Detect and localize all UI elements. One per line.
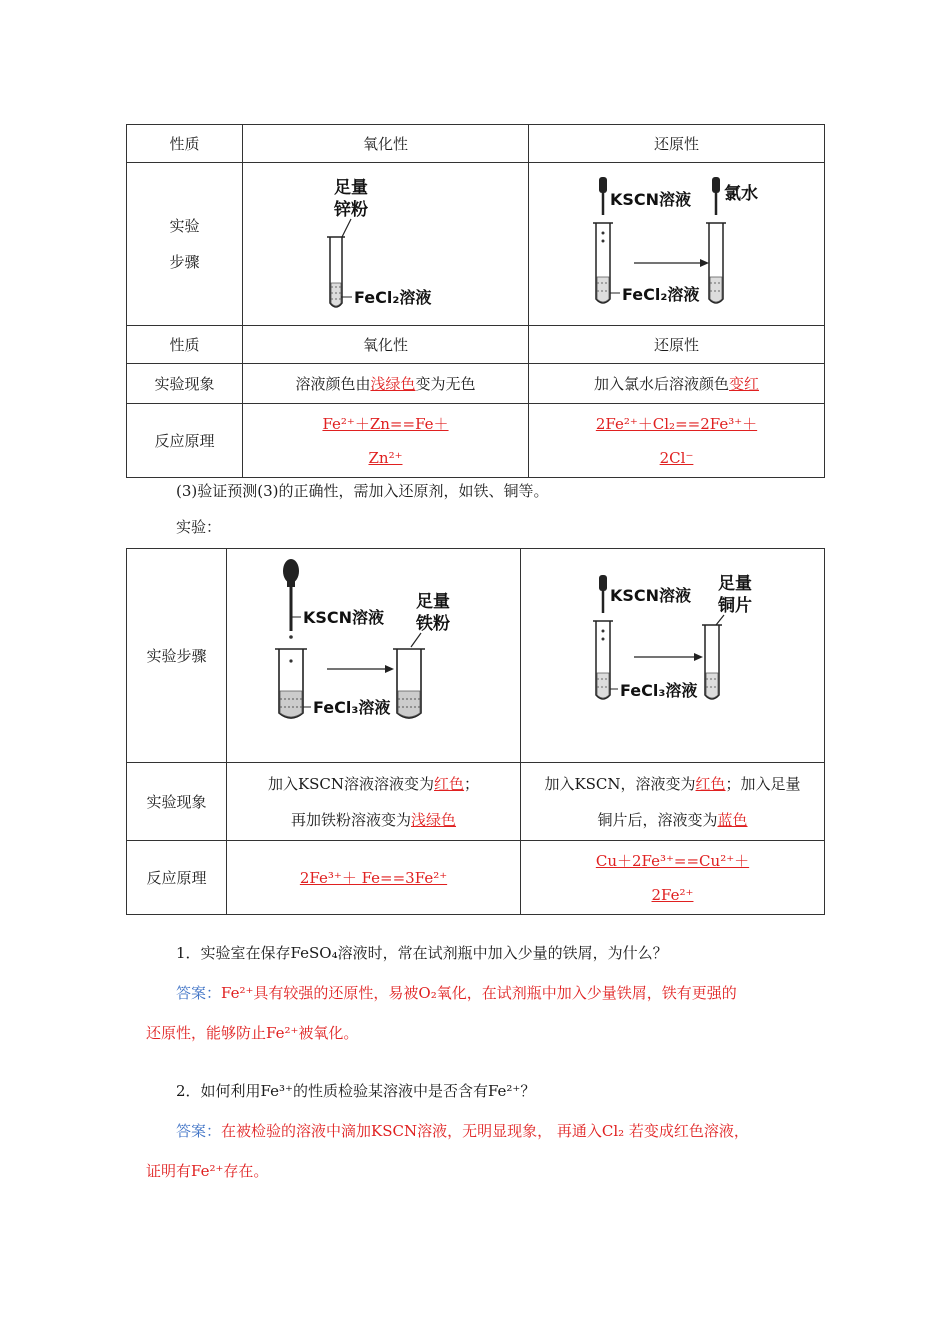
header-reducing: 还原性	[529, 125, 825, 163]
fecl2-label: FeCl₂溶液	[353, 288, 431, 307]
steps-label-line2: 步骤	[169, 253, 200, 271]
header-property: 性质	[127, 125, 243, 163]
liquid-left	[280, 691, 302, 717]
kscn-label-3: KSCN溶液	[302, 608, 384, 627]
iron-principle	[227, 841, 521, 915]
kscn-iron-figure	[271, 549, 477, 729]
oxidizing-principle	[243, 404, 529, 478]
answer-blank: 红色	[434, 774, 465, 793]
dropper-bulb-2	[712, 177, 720, 193]
answer-blank: 变红	[729, 374, 760, 393]
copper-label-line2: 铜片	[717, 596, 752, 616]
dropper-bulb	[599, 575, 607, 591]
copper-figure-cell	[521, 549, 825, 763]
answer-label: 答案：	[176, 984, 222, 1002]
equation-line: 2Fe²⁺	[651, 885, 694, 904]
answer-2-continued: 证明有Fe²⁺存在。	[146, 1162, 269, 1180]
iron-figure-cell	[227, 549, 521, 763]
equation-line: Cu＋2Fe³⁺==Cu²⁺＋	[595, 851, 750, 870]
kscn-chlorine-figure	[588, 175, 766, 313]
answer-text: Fe²⁺具有较强的还原性，易被O₂氧化，在试剂瓶中加入少量铁屑，铁有更强的	[221, 984, 737, 1002]
intro-line: (3)验证预测(3)的正确性，需加入还原剂，如铁、铜等。	[176, 482, 549, 500]
liquid-right	[706, 673, 718, 698]
oxidizing-figure-cell	[243, 163, 529, 326]
answer-blank: 红色	[695, 774, 726, 793]
property-table	[126, 124, 825, 478]
question-1: 1．实验室在保存FeSO₄溶液时，常在试剂瓶中加入少量的铁屑，为什么？	[176, 944, 668, 962]
steps-label-2: 实验步骤	[127, 549, 227, 763]
dropper-bulb	[599, 177, 607, 193]
chlorine-water-label: 氯水	[723, 184, 758, 204]
equation-line: Zn²⁺	[368, 448, 403, 467]
reagent-zinc-line2: 锌粉	[333, 200, 368, 220]
reducing-phenomenon: 加入氯水后溶液颜色变红	[529, 364, 825, 404]
experiment-table	[126, 548, 825, 915]
liquid-left	[597, 673, 609, 698]
answer-blank: 浅绿色	[370, 374, 416, 393]
fecl3-label: FeCl₃溶液	[312, 698, 390, 717]
fecl3-label-2: FeCl₃溶液	[619, 681, 697, 700]
reducing-principle	[529, 404, 825, 478]
iron-powder-label-line2: 铁粉	[415, 614, 450, 634]
answer-1	[176, 982, 737, 1003]
fecl2-label-2: FeCl₂溶液	[621, 285, 699, 304]
answer-label: 答案：	[176, 1122, 222, 1140]
header2-property: 性质	[127, 326, 243, 364]
answer-blank: 浅绿色	[411, 810, 457, 829]
intro-experiment: 实验：	[176, 518, 222, 536]
iron-powder-label-line1: 足量	[415, 592, 450, 612]
copper-principle	[521, 841, 825, 915]
equation-line: 2Fe³⁺＋ Fe==3Fe²⁺	[299, 868, 448, 887]
kscn-copper-figure	[588, 573, 758, 709]
steps-label-line1: 实验	[169, 217, 200, 235]
answer-1-continued: 还原性，能够防止Fe²⁺被氧化。	[146, 1024, 359, 1042]
kscn-label: KSCN溶液	[609, 190, 691, 209]
reducing-figure-cell	[529, 163, 825, 326]
copper-phenomenon: 加入KSCN，溶液变为红色；加入足量 铜片后，溶液变为蓝色	[521, 763, 825, 841]
copper-label-line1: 足量	[717, 574, 752, 594]
phenomenon-label: 实验现象	[127, 364, 243, 404]
answer-text: 在被检验的溶液中滴加KSCN溶液，无明显现象， 再通入Cl₂ 若变成红色溶液，	[221, 1122, 749, 1140]
reagent-zinc-line1: 足量	[333, 178, 368, 198]
iron-phenomenon: 加入KSCN溶液溶液变为红色； 再加铁粉溶液变为浅绿色	[227, 763, 521, 841]
kscn-label-4: KSCN溶液	[609, 586, 691, 605]
oxidizing-phenomenon: 溶液颜色由浅绿色变为无色	[243, 364, 529, 404]
liquid-left	[597, 277, 609, 302]
equation-line: Fe²⁺＋Zn==Fe＋	[322, 414, 449, 433]
answer-blank: 蓝色	[717, 810, 748, 829]
liquid-right	[710, 277, 722, 302]
solution-liquid	[331, 283, 341, 306]
question-2: 2．如何利用Fe³⁺的性质检验某溶液中是否含有Fe²⁺？	[176, 1082, 536, 1100]
phenomenon-label-2: 实验现象	[127, 763, 227, 841]
steps-label	[127, 163, 243, 326]
equation-line: 2Fe²⁺＋Cl₂==2Fe³⁺＋	[595, 414, 758, 433]
label-pointer	[342, 219, 351, 237]
principle-label-2: 反应原理	[127, 841, 227, 915]
header2-reducing: 还原性	[529, 326, 825, 364]
equation-line: 2Cl⁻	[659, 448, 694, 467]
answer-2	[176, 1120, 749, 1141]
header2-oxidizing: 氧化性	[243, 326, 529, 364]
liquid-right	[398, 691, 420, 717]
zinc-fecl2-figure	[316, 175, 456, 313]
header-oxidizing: 氧化性	[243, 125, 529, 163]
principle-label: 反应原理	[127, 404, 243, 478]
